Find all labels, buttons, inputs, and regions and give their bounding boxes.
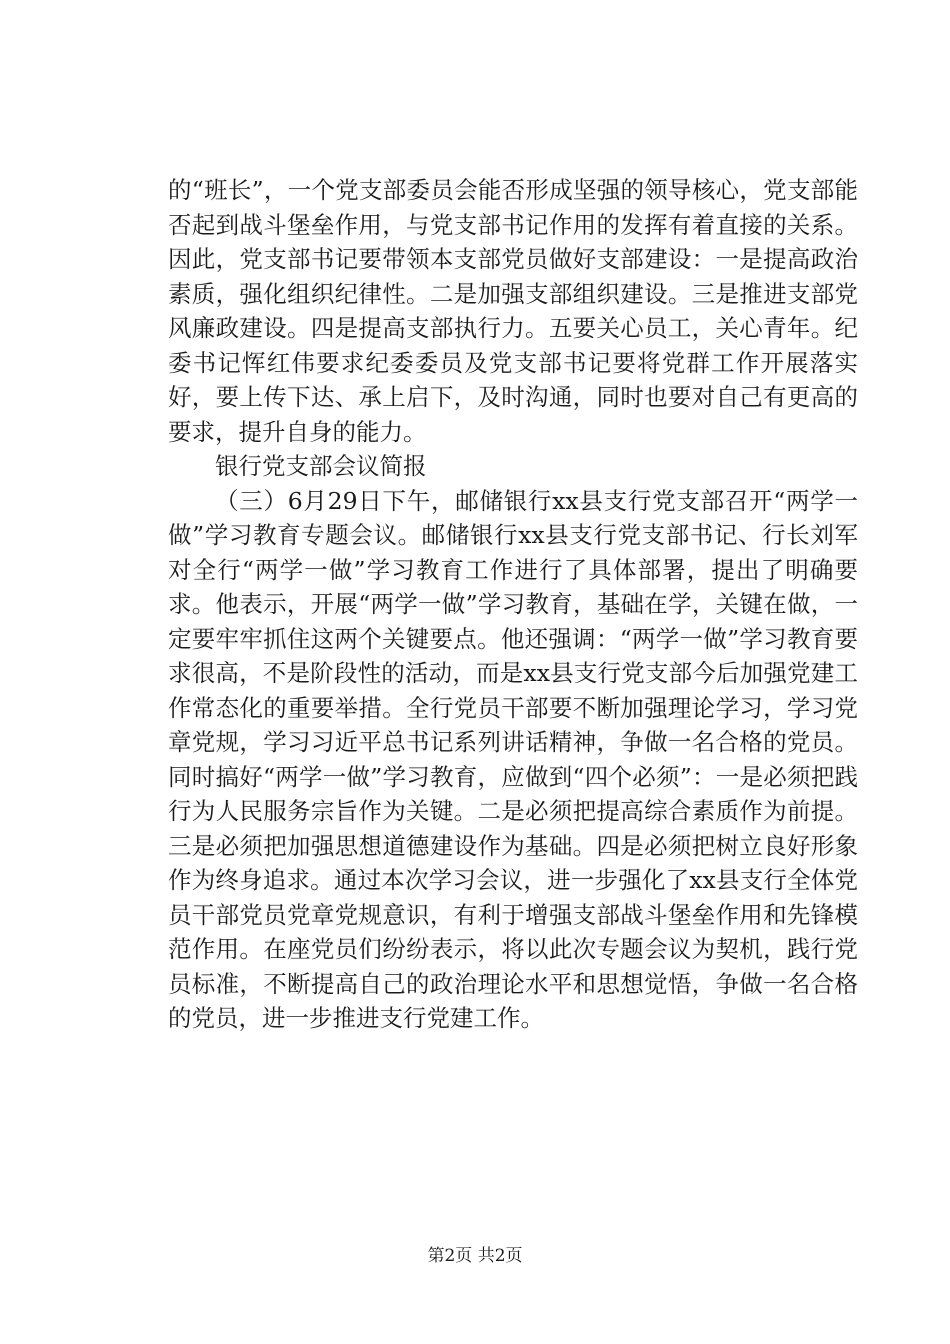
section-heading: 银行党支部会议简报 xyxy=(215,452,427,480)
paragraph-continuation: 的“班长”，一个党支部委员会能否形成坚强的领导核心，党支部能否起到战斗堡垒作用，与党支部书记作用的发挥有着直接的关系。因此，党支部书记要带领本支部党员做好支部建设：一是提高政治素质，强化组织纪律性。二是加强支部组织建设。三是推进支部党风廉政建设。四是提高支部执行力。五要关心员工，关心青年。纪委书记恽红伟要求纪委委员及党支部书记要将党群工作开展落实好，要上传下达、承上启下，及时沟通，同时也要对自己有更高的要求，提升自身的能力。 xyxy=(168,176,858,446)
page-number: 第2页 共2页 xyxy=(427,1246,523,1266)
document-body xyxy=(168,173,858,1036)
page-footer xyxy=(0,1244,950,1268)
paragraph-meeting-report: （三）6月29日下午，邮储银行xx县支行党支部召开“两学一做”学习教育专题会议。邮储银行xx县支行党支部书记、行长刘军对全行“两学一做”学习教育工作进行了具体部署，提出了明确要求。他表示，开展“两学一做”学习教育，基础在学，关键在做，一定要牢牢抓住这两个关键要点。他还强调：“两学一做”学习教育要求很高，不是阶段性的活动，而是xx县支行党支部今后加强党建工作常态化的重要举措。全行党员干部要不断加强理论学习，学习党章党规，学习习近平总书记系列讲话精神，争做一名合格的党员。同时搞好“两学一做”学习教育，应做到“四个必须”：一是必须把践行为人民服务宗旨作为关键。二是必须把提高综合素质作为前提。三是必须把加强思想道德建设作为基础。四是必须把树立良好形象作为终身追求。通过本次学习会议，进一步强化了xx县支行全体党员干部党员党章党规意识，有利于增强支部战斗堡垒作用和先锋模范作用。在座党员们纷纷表示，将以此次专题会议为契机，践行党员标准，不断提高自己的政治理论水平和思想觉悟，争做一名合格的党员，进一步推进支行党建工作。 xyxy=(168,486,858,1032)
